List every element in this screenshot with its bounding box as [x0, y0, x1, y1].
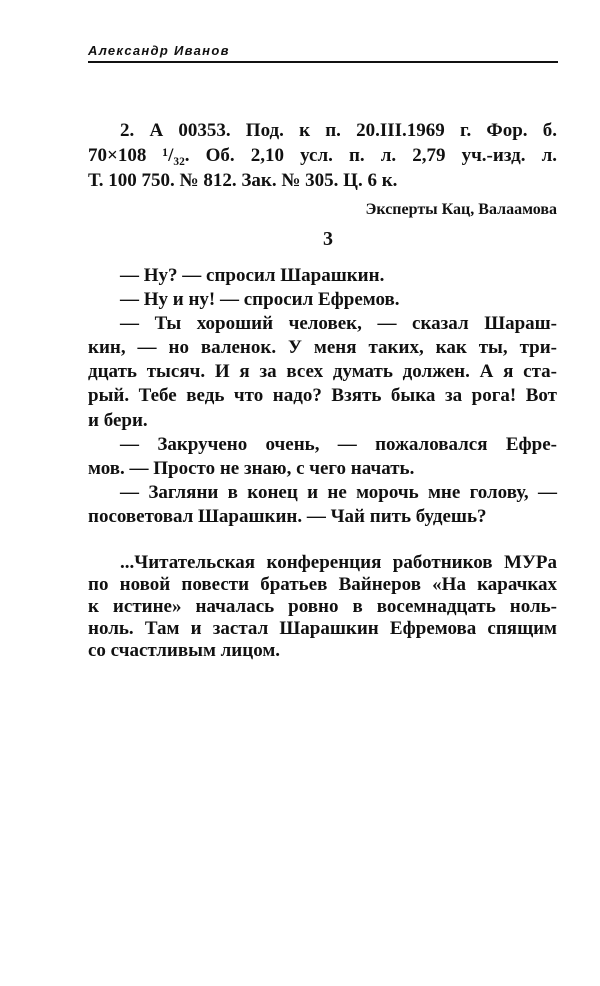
text-line: 2. А 00353. Под. к п. 20.III.1969 г. Фор. б. [120, 120, 557, 141]
text-line: к истине» началась ровно в восемнадцать ноль- [88, 596, 557, 617]
dialogue-section [88, 264, 557, 529]
header-rule [88, 61, 558, 63]
text-line: ...Читательская конференция работников МУРа [120, 552, 557, 573]
closing-paragraph [88, 552, 557, 662]
text-line: со счастливым лицом. [88, 640, 281, 661]
text-line: дцать тысяч. И я за всех думать должен. А я ста- [88, 361, 557, 383]
text-line: — Закручено очень, — пожаловался Ефре- [120, 433, 557, 455]
running-header-author: Александр Иванов [88, 43, 230, 58]
text-line: 70×108 ¹/₃₂. Об. 2,10 усл. п. л. 2,79 уч.-изд. л. [88, 145, 557, 166]
text-line: посоветовал Шарашкин. — Чай пить будешь? [88, 505, 487, 527]
attribution: Эксперты Кац, Валаамова [365, 201, 557, 218]
text-line: рый. Тебе ведь что надо? Взять быка за рога! Вот [88, 385, 557, 407]
text-line: — Загляни в конец и не морочь мне голову, — [120, 481, 557, 503]
imprint-paragraph [88, 118, 557, 193]
text-line: Т. 100 750. № 812. Зак. № 305. Ц. 6 к. [88, 170, 398, 191]
text-line: — Ты хороший человек, — сказал Шараш- [120, 313, 557, 335]
text-line: и бери. [88, 409, 148, 431]
text-line: мов. — Просто не знаю, с чего начать. [88, 457, 415, 479]
text-line: ноль. Там и застал Шарашкин Ефремова спящим [88, 618, 557, 639]
text-line: — Ну? — спросил Шарашкин. [120, 265, 385, 286]
text-line: по новой повести братьев Вайнеров «На карачках [88, 574, 557, 595]
chapter-number: 3 [323, 228, 333, 250]
text-line: кин, — но валенок. У меня таких, как ты, три- [88, 337, 557, 359]
text-line: — Ну и ну! — спросил Ефремов. [120, 289, 400, 311]
